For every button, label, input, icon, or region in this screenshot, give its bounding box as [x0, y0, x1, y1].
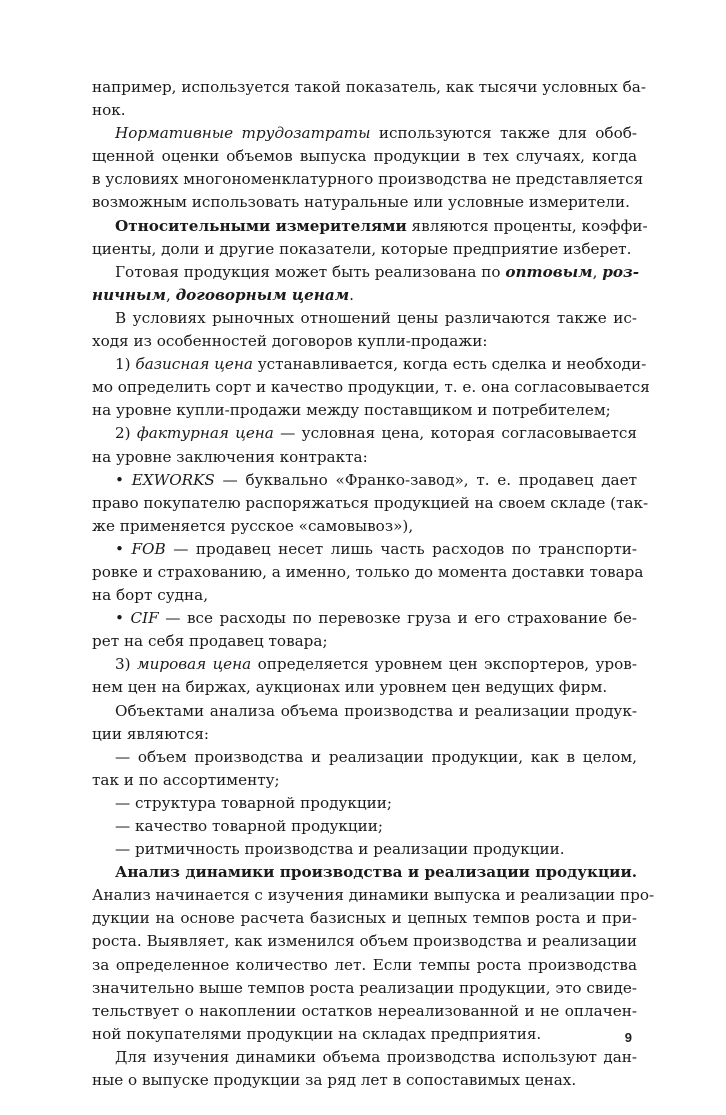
paragraph: [92, 353, 650, 422]
text-run: используются также для обоб-: [370, 124, 637, 143]
text-run: базисная цена: [135, 355, 253, 374]
text-run: 3): [115, 655, 137, 674]
text-run: возможным использовать натуральные или условные измерители.: [92, 193, 630, 212]
text-run: рет на себя продавец товара;: [92, 632, 328, 651]
text-line: [92, 884, 655, 907]
paragraph: [92, 700, 637, 746]
page-body: [92, 76, 655, 1092]
text-line: [92, 215, 648, 238]
text-run: определяется уровнем цен экспортеров, уров-: [251, 655, 637, 674]
text-line: [92, 1069, 637, 1092]
text-run: роз-: [602, 262, 640, 281]
text-run: циенты, доли и другие показатели, которые предприятие изберет.: [92, 239, 632, 258]
text-run: мо определить сорт и качество продукции, т. е. она согласовывается: [92, 378, 650, 397]
text-run: CIF: [130, 609, 159, 628]
text-line: [92, 122, 637, 145]
text-run: FOB: [131, 539, 166, 558]
text-run: на уровне купли-продажи между поставщиком и потребителем;: [92, 401, 611, 420]
text-run: ровке и страхованию, а именно, только до момента доставки товара: [92, 562, 644, 581]
text-line: [92, 422, 637, 445]
text-line: [92, 630, 637, 653]
paragraph: [92, 792, 637, 815]
text-run: •: [115, 609, 131, 628]
text-run: Объектами анализа объема производства и реализации продук-: [115, 701, 637, 720]
text-run: — объем производства и реализации продукции, как в целом,: [115, 747, 637, 766]
text-line: [92, 607, 637, 630]
text-run: мировая цена: [136, 655, 252, 674]
text-run: же применяется русское «самовывоз»),: [92, 516, 414, 535]
text-line: [92, 168, 644, 191]
text-run: EXWORKS: [131, 470, 215, 489]
text-line: [92, 838, 637, 861]
text-run: право покупателю распоряжаться продукцией на своем складе (так-: [92, 493, 649, 512]
text-run: ходя из особенностей договоров купли-продажи:: [92, 332, 488, 351]
text-run: ции являются:: [92, 724, 210, 743]
paragraph: [92, 838, 637, 861]
text-run: ничным: [92, 285, 166, 304]
text-run: значительно выше темпов роста реализации продукции, это свиде-: [92, 978, 637, 997]
paragraph: [92, 422, 637, 468]
text-line: [92, 861, 637, 884]
text-run: например, используется такой показатель, как тысячи условных ба-: [92, 78, 646, 96]
text-line: [92, 515, 637, 538]
text-line: [92, 191, 637, 214]
text-run: роста. Выявляет, как изменился объем производства и реализации: [92, 932, 637, 951]
text-run: •: [115, 539, 132, 558]
text-line: [92, 446, 637, 469]
text-line: [92, 977, 637, 1000]
text-line: [92, 561, 644, 584]
text-run: •: [115, 470, 132, 489]
text-run: — буквально «Франко-завод», т. е. продавец дает: [214, 470, 638, 489]
paragraph: [92, 815, 637, 838]
paragraph: [92, 861, 655, 1046]
text-line: [92, 700, 637, 723]
text-line: [92, 353, 647, 376]
text-line: [92, 792, 637, 815]
text-run: Относительными измерителями: [115, 216, 407, 235]
text-line: [92, 930, 637, 953]
text-run: нок.: [92, 101, 126, 120]
text-line: [92, 815, 637, 838]
paragraph: [92, 607, 637, 653]
text-line: [92, 307, 637, 330]
paragraph: [92, 653, 637, 699]
paragraph: [92, 76, 646, 122]
text-run: .: [349, 285, 354, 304]
text-run: фактурная цена: [136, 424, 274, 443]
text-run: ,: [592, 262, 603, 281]
text-line: [92, 261, 640, 284]
text-line: [92, 76, 646, 99]
text-run: — продавец несет лишь часть расходов по транспорти-: [165, 539, 637, 558]
text-run: 2): [115, 424, 137, 443]
text-run: — все расходы по перевозке груза и его страхование бе-: [158, 609, 637, 628]
text-run: так и по ассортименту;: [92, 770, 280, 789]
text-run: ной покупателями продукции на складах предприятия.: [92, 1024, 542, 1043]
text-run: В условиях рыночных отношений цены различаются также ис-: [115, 308, 637, 327]
text-line: [92, 99, 637, 122]
text-line: [92, 284, 637, 307]
page-number: 9: [624, 1030, 632, 1045]
text-line: [92, 653, 637, 676]
text-run: договорным ценам: [175, 285, 350, 304]
paragraph: [92, 538, 644, 607]
text-line: [92, 538, 637, 561]
paragraph: [92, 469, 649, 538]
text-line: [92, 376, 650, 399]
paragraph: [92, 261, 640, 307]
paragraph: [92, 746, 637, 792]
text-run: нем цен на биржах, аукционах или уровнем цен ведущих фирм.: [92, 678, 608, 697]
text-line: [92, 238, 637, 261]
text-run: за определенное количество лет. Если темпы роста производства: [92, 955, 637, 974]
text-run: тельствует о накоплении остатков нереализованной и не оплачен-: [92, 1001, 637, 1020]
text-run: Готовая продукция может быть реализована по: [115, 262, 506, 281]
text-line: [92, 723, 637, 746]
text-run: на уровне заключения контракта:: [92, 447, 368, 466]
text-run: в условиях многономенклатурного производства не представляется: [92, 170, 644, 189]
paragraph: [92, 1046, 637, 1092]
text-run: — структура товарной продукции;: [115, 793, 393, 812]
text-run: ные о выпуске продукции за ряд лет в сопоставимых ценах.: [92, 1071, 577, 1090]
text-line: [92, 676, 637, 699]
text-line: [92, 1023, 637, 1046]
text-run: на борт судна,: [92, 586, 209, 605]
text-line: [92, 584, 637, 607]
text-line: [92, 1046, 637, 1069]
text-line: [92, 769, 637, 792]
text-line: [92, 954, 637, 977]
paragraph: [92, 122, 644, 214]
text-run: Для изучения динамики объема производства используют дан-: [115, 1047, 637, 1066]
text-run: являются проценты, коэффи-: [406, 216, 648, 235]
text-line: [92, 330, 637, 353]
text-run: щенной оценки объемов выпуска продукции в тех случаях, когда: [92, 147, 637, 166]
paragraph: [92, 215, 648, 261]
text-run: 1): [115, 355, 136, 374]
text-run: — ритмичность производства и реализации продукции.: [115, 840, 565, 859]
text-line: [92, 746, 637, 769]
text-run: оптовым: [505, 262, 593, 281]
text-line: [92, 469, 637, 492]
text-run: — условная цена, которая согласовывается: [273, 424, 637, 443]
text-run: Анализ динамики производства и реализации продукции.: [115, 863, 637, 882]
text-line: [92, 1000, 637, 1023]
text-run: дукции на основе расчета базисных и цепных темпов роста и при-: [92, 909, 637, 928]
text-run: — качество товарной продукции;: [115, 817, 384, 835]
text-run: устанавливается, когда есть сделка и необходи-: [252, 355, 647, 374]
text-run: Анализ начинается с изучения динамики выпуска и реализации про-: [92, 886, 655, 905]
text-line: [92, 399, 637, 422]
text-line: [92, 492, 649, 515]
text-line: [92, 145, 637, 168]
text-run: ,: [165, 285, 176, 304]
text-run: Нормативные трудозатраты: [115, 124, 371, 143]
text-line: [92, 907, 637, 930]
paragraph: [92, 307, 637, 353]
